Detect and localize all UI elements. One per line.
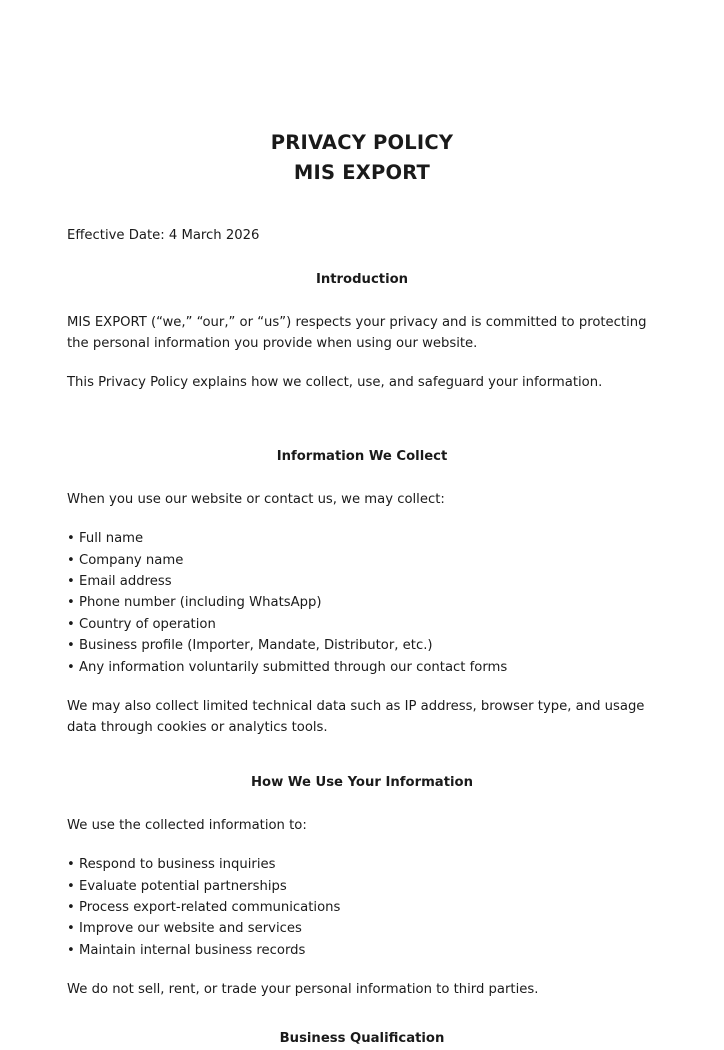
page-title-line-2: MIS EXPORT xyxy=(293,161,431,185)
list-item: • Evaluate potential partnerships xyxy=(67,876,657,897)
list-item: • Country of operation xyxy=(67,614,657,635)
information-we-collect-closing: We may also collect limited technical data such as IP address, browser type, and usage data through cookies or analytics tools. xyxy=(67,698,645,736)
introduction-paragraph-1: MIS EXPORT (“we,” “our,” or “us”) respects your privacy and is committed to protecting the personal information you provide when using our website. xyxy=(67,314,647,352)
list-item: • Email address xyxy=(67,571,657,592)
page-title-line-1: PRIVACY POLICY xyxy=(270,131,454,154)
how-we-use-list xyxy=(67,854,657,961)
list-item: • Full name xyxy=(67,528,657,549)
section-heading-business-qualification: Business Qualification xyxy=(279,1031,445,1047)
information-we-collect-intro: When you use our website or contact us, we may collect: xyxy=(67,491,445,507)
effective-date: Effective Date: 4 March 2026 xyxy=(67,228,260,244)
list-item: • Respond to business inquiries xyxy=(67,854,657,875)
section-heading-how-we-use-your-information: How We Use Your Information xyxy=(251,774,473,790)
how-we-use-intro: We use the collected information to: xyxy=(67,817,307,833)
list-item: • Phone number (including WhatsApp) xyxy=(67,592,657,613)
section-heading-introduction: Introduction xyxy=(315,271,409,287)
list-item: • Maintain internal business records xyxy=(67,940,657,961)
list-item: • Improve our website and services xyxy=(67,918,657,939)
introduction-paragraph-2: This Privacy Policy explains how we collect, use, and safeguard your information. xyxy=(67,375,603,391)
list-item: • Company name xyxy=(67,550,657,571)
list-item: • Any information voluntarily submitted through our contact forms xyxy=(67,657,657,678)
section-heading-information-we-collect: Information We Collect xyxy=(276,448,448,464)
page-title xyxy=(67,0,657,188)
how-we-use-closing: We do not sell, rent, or trade your personal information to third parties. xyxy=(67,982,539,998)
information-we-collect-list xyxy=(67,528,657,678)
list-item: • Process export-related communications xyxy=(67,897,657,918)
list-item: • Business profile (Importer, Mandate, Distributor, etc.) xyxy=(67,635,657,656)
